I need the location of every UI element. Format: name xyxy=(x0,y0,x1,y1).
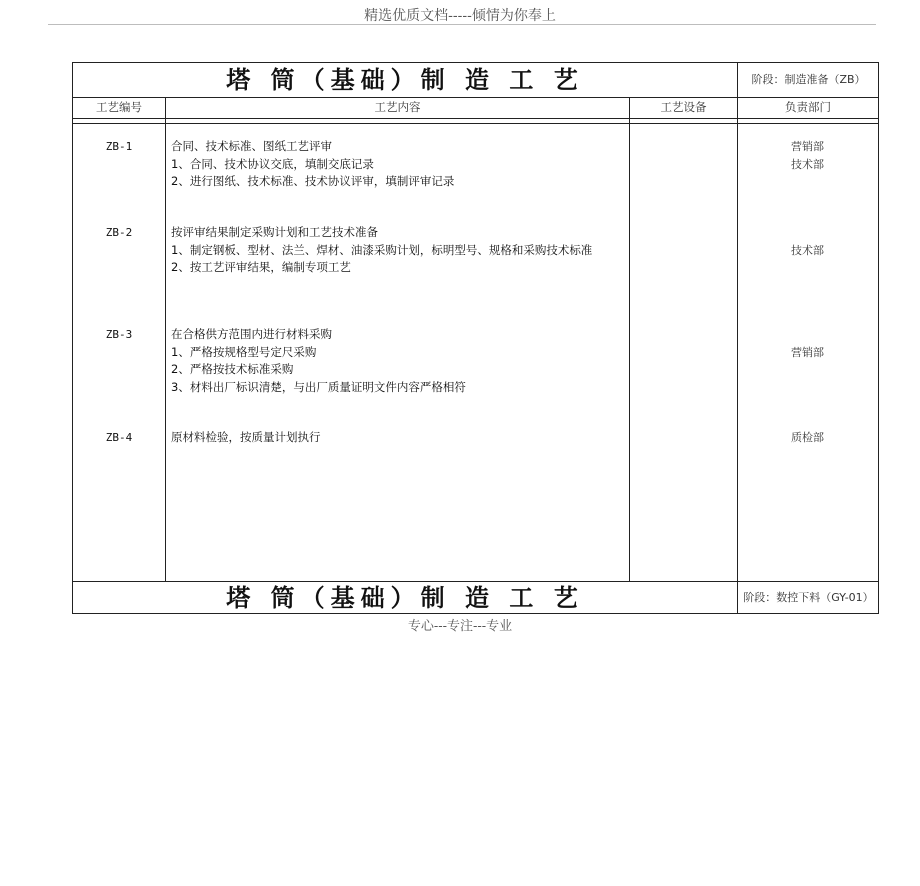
entry-item: 2、进行图纸、技术标准、技术协议评审，填制评审记录 xyxy=(171,174,455,188)
department-name: 营销部 xyxy=(791,140,824,153)
entry-heading: 原材料检验，按质量计划执行 xyxy=(171,430,321,444)
entry-heading: 按评审结果制定采购计划和工艺技术准备 xyxy=(171,225,378,239)
department-name: 技术部 xyxy=(791,244,824,257)
department-name: 质检部 xyxy=(791,431,824,444)
entry-item: 3、材料出厂标识清楚，与出厂质量证明文件内容严格相符 xyxy=(171,379,466,394)
column-header-row xyxy=(73,97,878,119)
entry-code: ZB-1 xyxy=(105,140,133,153)
entry-department xyxy=(737,429,878,886)
table-body xyxy=(73,124,878,581)
header-rule xyxy=(48,24,876,25)
entry-code: ZB-3 xyxy=(105,328,133,341)
entry-item: 1、制定钢板、型材、法兰、焊材、油漆采购计划，标明型号、规格和采购技术标准 xyxy=(171,242,593,257)
entry-code: ZB-4 xyxy=(105,431,133,444)
spacer-divider xyxy=(737,118,879,123)
entry-heading: 在合格供方范围内进行材料采购 xyxy=(171,327,332,341)
entry-code: ZB-2 xyxy=(105,226,133,239)
entry-item: 2、按工艺评审结果，编制专项工艺 xyxy=(171,260,351,274)
equipment-column xyxy=(629,124,737,581)
entry-heading: 合同、技术标准、图纸工艺评审 xyxy=(171,139,332,153)
entry-item: 1、合同、技术协议交底，填制交底记录 xyxy=(171,156,374,171)
next-stage-title-row xyxy=(73,581,878,614)
entry-item: 2、严格按技术标准采购 xyxy=(171,362,294,376)
stage-label-bottom: 阶段：数控下料（GY-01） xyxy=(737,582,879,614)
document-title: 塔 筒（基础）制 造 工 艺 xyxy=(226,65,584,94)
page-footer: 专心---专注---专业 xyxy=(407,619,513,634)
spacer-divider xyxy=(165,118,630,123)
column-header-code: 工艺编号 xyxy=(96,100,142,114)
column-header-department: 负责部门 xyxy=(737,97,878,118)
next-document-title: 塔 筒（基础）制 造 工 艺 xyxy=(226,583,584,612)
process-document xyxy=(72,62,879,614)
column-header-equipment: 工艺设备 xyxy=(629,97,737,118)
entry-item: 1、严格按规格型号定尺采购 xyxy=(171,344,317,359)
department-name: 技术部 xyxy=(791,157,824,171)
stage-label-top: 阶段：制造准备（ZB） xyxy=(737,63,879,97)
entry-content xyxy=(171,429,625,886)
column-header-content: 工艺内容 xyxy=(165,97,629,118)
title-row xyxy=(73,63,878,98)
department-name: 营销部 xyxy=(791,346,824,359)
spacer-divider xyxy=(629,118,738,123)
page-header: 精选优质文档-----倾情为你奉上 xyxy=(364,8,556,24)
